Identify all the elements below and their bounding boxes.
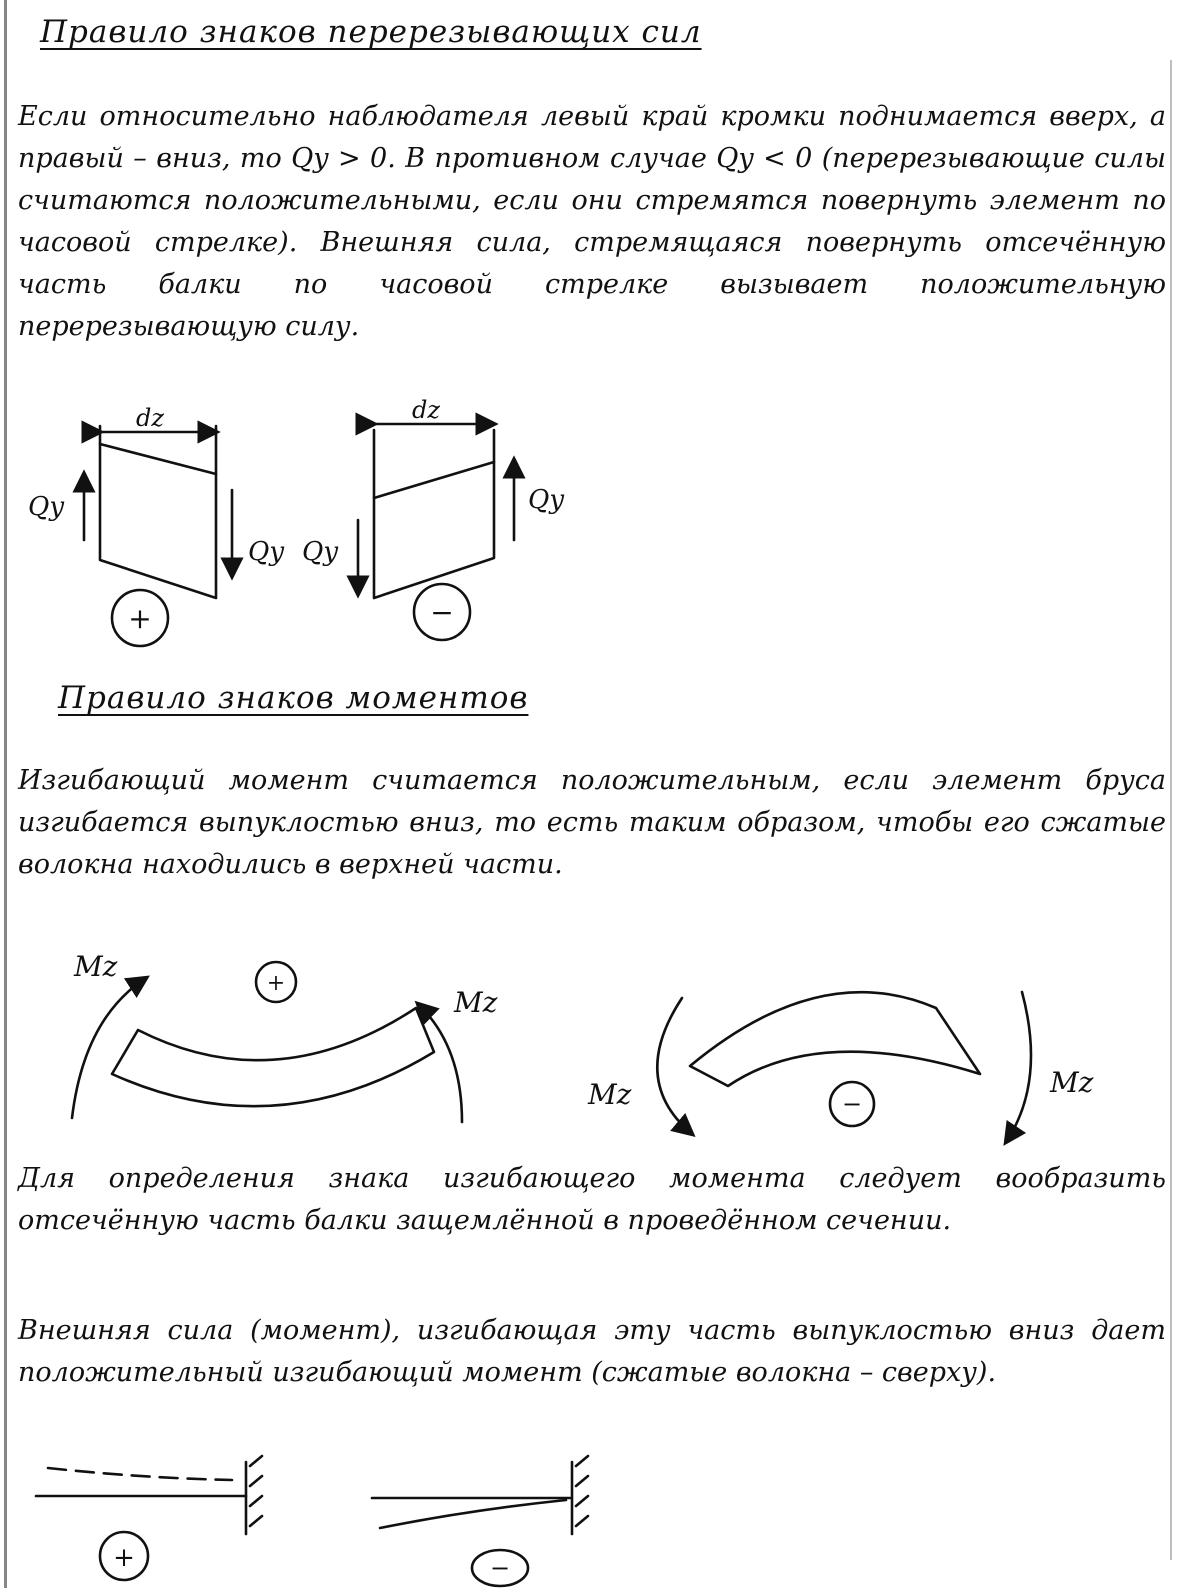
moment-positive-sign: + bbox=[266, 971, 286, 996]
mz-label-left-negative: Mz bbox=[588, 1078, 632, 1111]
moment-external-paragraph: Внешняя сила (момент), изгибающая эту часть выпуклостью вниз дает положительный изгибающий момент (сжатые волокна – сверху). bbox=[18, 1315, 1166, 1388]
mz-label-right-negative: Mz bbox=[1050, 1066, 1094, 1099]
cantilever-positive-diagram bbox=[36, 1456, 262, 1580]
negative-sign: − bbox=[430, 596, 454, 629]
cantilever-negative-diagram bbox=[372, 1456, 588, 1586]
dz-label: dz bbox=[136, 404, 165, 432]
shear-element-positive bbox=[100, 444, 216, 598]
qy-label-right-negative: Qy bbox=[528, 485, 565, 515]
moment-sign-paragraph: Изгибающий момент считается положительным, если элемент бруса изгибается выпуклостью вниз, то есть таким образом, чтобы его сжатые волокна находились в верхней части. bbox=[18, 765, 1166, 880]
cantilever-positive-sign: + bbox=[113, 1543, 135, 1573]
mz-label-left-positive: Mz bbox=[74, 950, 118, 983]
positive-sign: + bbox=[128, 602, 152, 635]
cantilever-deflection-negative bbox=[380, 1500, 566, 1528]
mz-label-right-positive: Mz bbox=[454, 986, 498, 1019]
moment-arrow-left-negative bbox=[657, 998, 692, 1134]
moment-clamp-paragraph: Для определения знака изгибающего момента следует вообразить отсечённую часть балки защемлённой в проведённом сечении. bbox=[18, 1163, 1166, 1236]
curved-beam-hogging bbox=[690, 992, 980, 1086]
shear-negative-diagram bbox=[302, 396, 564, 640]
moment-sign-heading: Правило знаков моментов bbox=[58, 680, 529, 716]
shear-positive-diagram bbox=[28, 404, 284, 646]
moment-negative-diagram bbox=[587, 992, 1094, 1142]
cantilever-deflection-positive bbox=[48, 1468, 232, 1480]
qy-label-right-positive: Qy bbox=[248, 537, 285, 567]
moment-arrow-right-positive bbox=[418, 1004, 462, 1122]
qy-label-left-negative: Qy bbox=[302, 537, 339, 567]
shear-sign-heading: Правило знаков перерезывающих сил bbox=[40, 14, 702, 50]
shear-element-negative bbox=[374, 462, 494, 598]
dz-label-neg: dz bbox=[412, 396, 441, 424]
moment-arrow-left-positive bbox=[72, 978, 146, 1118]
moment-negative-sign: − bbox=[841, 1090, 863, 1118]
moment-arrow-right-negative bbox=[1006, 992, 1031, 1142]
moment-positive-diagram bbox=[72, 950, 498, 1122]
qy-label-left-positive: Qy bbox=[28, 492, 65, 522]
shear-sign-paragraph: Если относительно наблюдателя левый край кромки поднимается вверх, а правый – вниз, то Qy > 0. В противном случае Qy < 0 (перерезывающие силы считаются положительными, если они стремятся повернуть элемент по часовой стрелке). Внешняя сила, стремящаяся повернуть отсечённую часть балки по часовой стрелке вызывает положительную перерезывающую силу. bbox=[18, 101, 1166, 342]
cantilever-negative-sign: − bbox=[489, 1554, 511, 1582]
curved-beam-sagging bbox=[112, 1008, 434, 1106]
